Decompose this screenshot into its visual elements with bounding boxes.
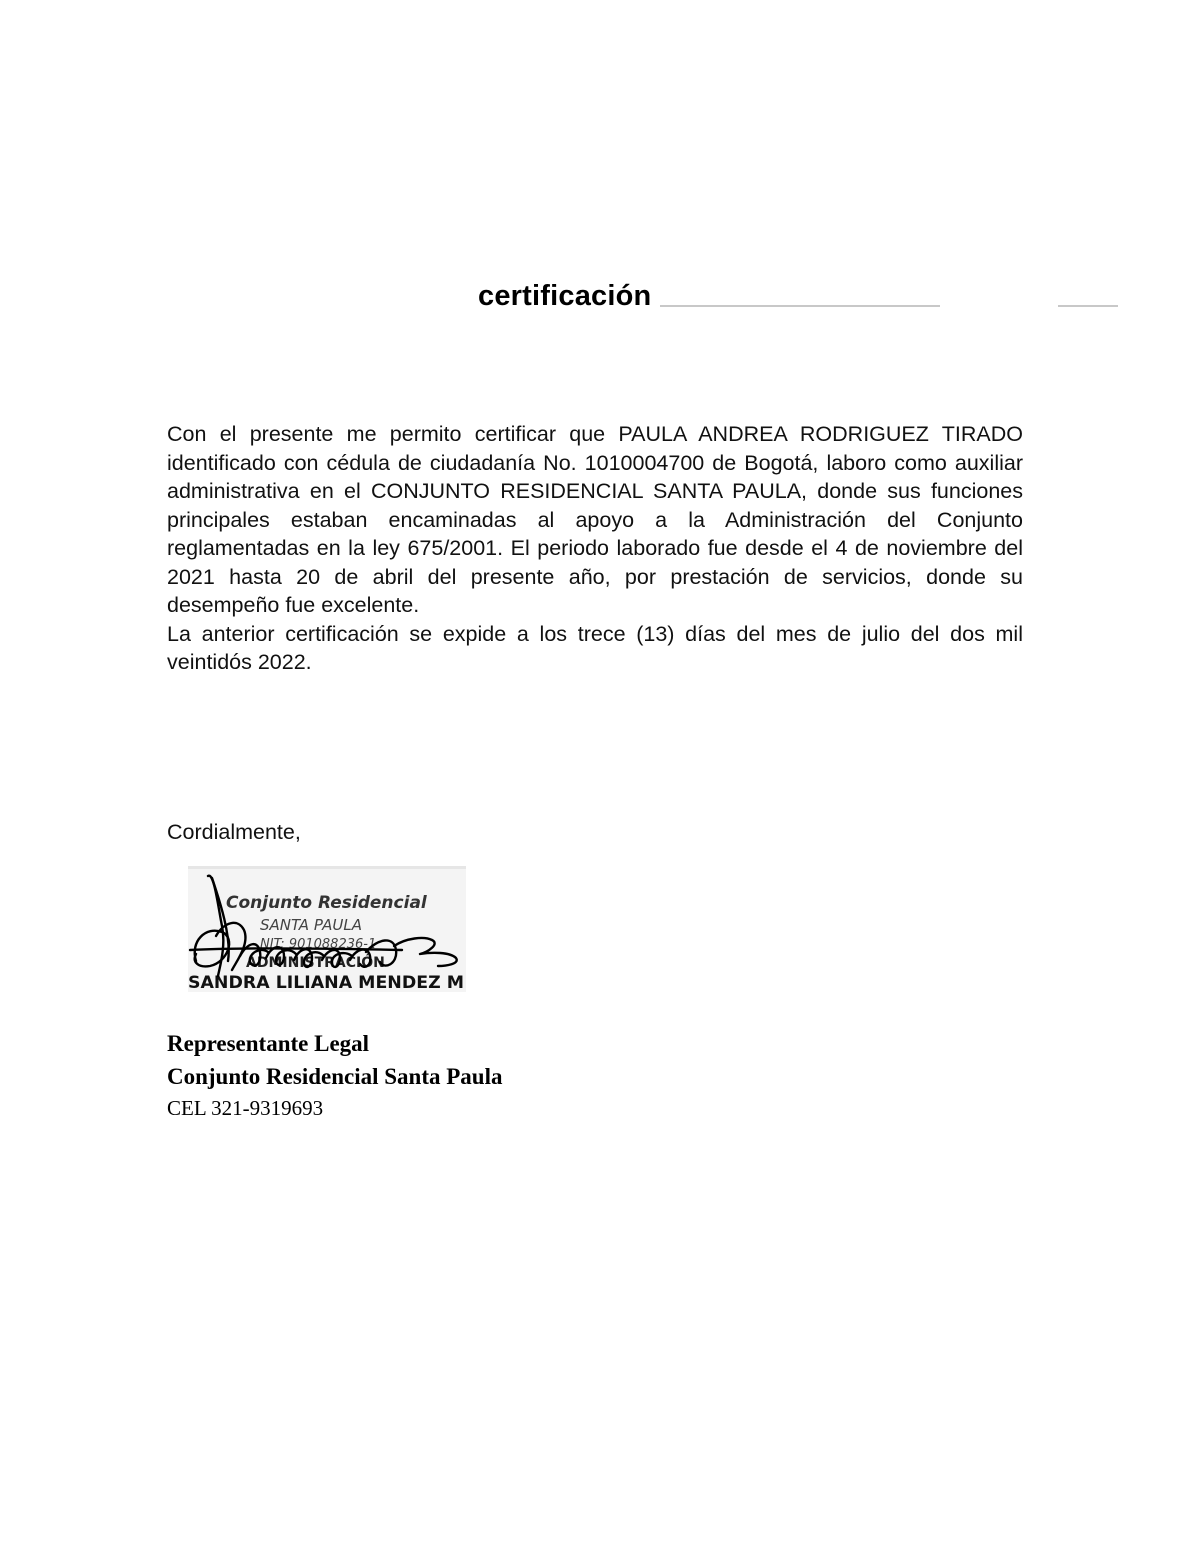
stamp-signer-name: SANDRA LILIANA MENDEZ M: [188, 973, 464, 992]
contact-phone: CEL 321-9319693: [167, 1096, 324, 1120]
stamp-line-1: Conjunto Residencial: [226, 893, 427, 913]
stamp-line-3: NIT: 901088236-1: [260, 937, 377, 952]
closing-salutation: Cordialmente,: [167, 820, 301, 844]
body-paragraph-certification: Con el presente me permito certificar que PAULA ANDREA RODRIGUEZ TIRADO identificado con cédula de ciudadanía No. 1010004700 de Bogotá, laboro como auxiliar administrativa en el CONJUNTO RESIDENCIAL SANTA PAULA, donde sus funciones principales estaban encaminadas al apoyo a la Administración del Conjunto reglamentadas en la ley 675/2001. El periodo laborado fue desde el 4 de noviembre del 2021 hasta 20 de abril del presente año, por prestación de servicios, donde su desempeño fue excelente.: [167, 422, 1023, 617]
title-rule-left: [660, 305, 940, 307]
document-title: certificación: [478, 280, 652, 312]
document-body: [167, 420, 1023, 677]
title-rule-right: [1058, 305, 1118, 307]
stamp-line-2: SANTA PAULA: [260, 916, 362, 934]
signature-stamp: [188, 866, 466, 992]
signature-block: [167, 1027, 502, 1123]
signer-role: Representante Legal: [167, 1031, 370, 1056]
stamp-line-4: ADMINISTRACIÓN: [246, 955, 385, 971]
organization-name: Conjunto Residencial Santa Paula: [167, 1064, 503, 1089]
body-paragraph-issue-date: La anterior certificación se expide a los trece (13) días del mes de julio del dos mil veintidós 2022.: [167, 621, 1023, 674]
